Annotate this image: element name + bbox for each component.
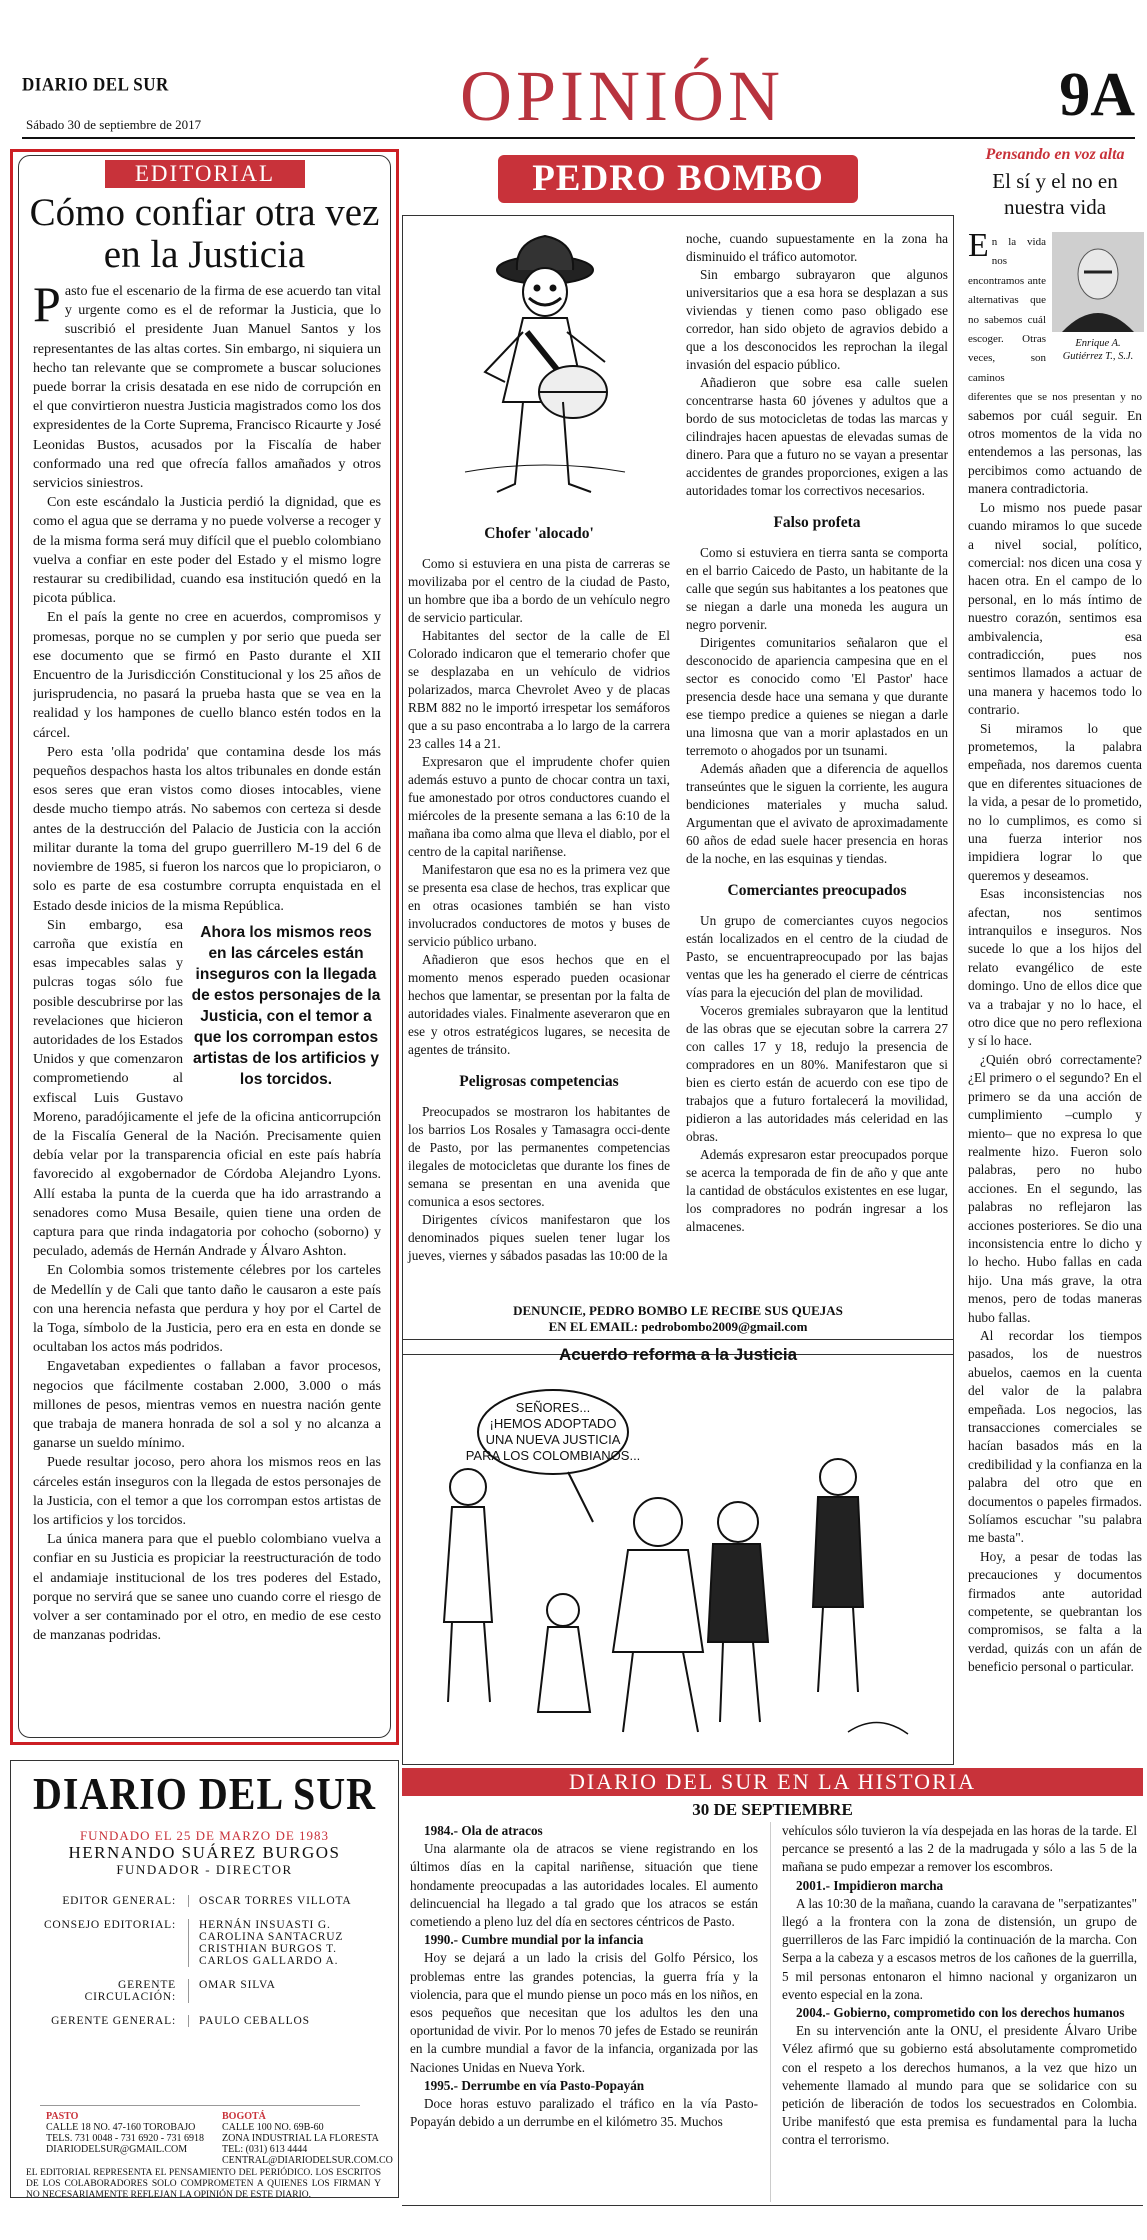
masthead-rule [40,2105,360,2106]
staff-name: OMAR SILVA [188,1979,276,2003]
phone-line: TEL: (031) 613 4444 [222,2144,308,2155]
historia-date: 30 DE SEPTIEMBRE [692,1800,853,1819]
pb-paragraph: Expresaron que el imprudente chofer quien además estuvo a punto de chocar contra un taxi, fue amonestado por otros conductores cuando el miércoles de la presente semana a las 6:10 de la mañana iba como alma que lleva el diablo, por el centro de la capital nariñense. [408,754,670,859]
staff-row [30,1919,380,1967]
pb-paragraph: Como si estuviera en tierra santa se comporta en el barrio Caicedo de Pasto, un habitante de la calle que según sus habitantes a los peatones que se niegan a darle una moneda les augura un negro porvenir. [686,545,948,632]
historia-paragraph: vehículos sólo tuvieron la vía despejada en las horas de la tarde. El percance se presentó a las 2 de la madrugada y sólo a las 5 de la mañana se pudo empezar a remover los escombros. [782,1823,1137,1875]
column-paragraph: Esas inconsistencias nos afectan, nos sentimos intranquilos e inseguros. Nos sucede lo que a los hijos del relato evangélico de este domingo. Uno de ellos dice que va a trabajar y no lo hace, el otro dice que no pero reflexiona y sí lo hace. [968,886,1142,1049]
masthead-logo: DIARIO DEL SUR [33,1767,376,1820]
historia-paragraph: Hoy se dejará a un lado la crisis del Golfo Pérsico, los problemas entre las grandes potencias, la guerra fría y la violencia, para que el mundo piense un poco más en los niños, en esos pequeños que necesitan que los adultos les den una oportunidad de vivir. Por lo menos 70 jefes de Estado se reunirán en la cumbre mundial a favor de la infancia, organizada por las Naciones Unidas en Nueva York. [410,1950,758,2075]
editorial-dropcap: P [33,282,61,332]
editorial-paragraph: Sin embargo, esa carroña que existía en esas impecables salas y pulcras togas sólo fue posible descubrirse por las revelaciones que hicieron autoridades de los Estados Unidos y que comenzaron comprometiendo al exfiscal Luis Gustavo Moreno, paradójicamente el jefe de la oficina anticorrupción de la Fiscalía General de la Nación. Precisamente quien debía velar por la transparencia oficial en este país habría favorecido al exgobernador de Córdoba Alejandro Lyons. Allí estaba la punta de la cuerda que ha ido arrastrando a senadores como Musa Besaile, quien tiene una orden de captura para que rinda indagatoria por cohocho (soborno) y peculado, además de Hernán Andrade y Álvaro Ashton. [33,916,381,1260]
pb-paragraph: Preocupados se mostraron los habitantes de los barrios Los Rosales y Tamasagra occi-dente de Pasto, por las permanentes competencias ilegales de motocicletas que durante los fines de semana se presentan en una avenida que comunica a esos sectores. [408,1104,670,1209]
pb-headline: Comerciantes preocupados [727,882,907,899]
editorial-paragraph: La única manera para que el pueblo colombiano vuelva a confiar en su Justicia es propiciar la reestructuración de todo el andamiaje institucional de los tres poderes del Estado, porque no servirá que se sanee uno cuando corre el riesgo de volver a ser contaminado por el otro, en medio de ese cesto de manzanas podridas. [33,1531,381,1644]
pb-paragraph: Como si estuviera en una pista de carreras se movilizaba por el centro de la ciudad de Pasto, un hombre que iba a bordo de un vehículo negro de servicio particular. [408,556,670,625]
staff-name: OSCAR TORRES VILLOTA [188,1895,351,1907]
pb-paragraph: Voceros gremiales subrayaron que la lentitud de las obras que se ejecutan sobre la carrera 27 con calles 17 y 18, redujo la presencia de compradores en un 80%. Manifestaron que si bien es cierto están de acuerdo con ese tipo de trabajos que a futuro fortalecerá la movilidad, pidieron a las autoridades más celeridad en las obras. [686,1003,948,1144]
editorial-paragraph: asto fue el escenario de la firma de ese acuerdo tan vital y urgente como es el de reformar la Justicia, que lo suscribió el presidente Juan Manuel Santos y los representantes de las altas cortes. Sin embargo, ni siquiera un hecho tan relevante que se compromete a buscar soluciones puede borrar la crisis desatada en ese nido de corrupción en el que convirtieron nuestra Justicia magistrados como los dos expresidentes de la Corte Suprema, Francisco Ricaurte y José Leonidas Bustos, acusados por la Fiscalía de haber conformado una red que ofrecía fallos amañados y otros servicios siniestros. [33,283,381,492]
historia-paragraph: A las 10:30 de la mañana, cuando la caravana de "serpatizantes" llegó a la frontera con la zona de distensión, un grupo de guerrilleros de las Farc impidió la continuación de la marcha. Con Serpa a la cabeza y a escasos metros de los cañones de la guerrilla, 5 mil personas entonaron el himno nacional y organizaron un evento especial en la zona. [782,1895,1137,2002]
historia-headline: 1995.- Derrumbe en vía Pasto-Popayán [424,2077,645,2093]
historia-paragraph: Doce horas estuvo paralizado el tráfico en la vía Pasto-Popayán debido a un derrumbe en el kilómetro 35. Muchos [410,2096,758,2130]
masthead-founded: FUNDADO EL 25 DE MARZO DE 1983 [79,1828,330,1843]
editorial-body [33,282,381,1732]
column-title: El sí y el no en nuestra vida [992,169,1118,219]
editorial-title: Cómo confiar otra vez en la Justicia [29,191,380,276]
pedro-bombo-column-1 [408,525,670,1265]
editorial-tag: EDITORIAL [105,160,305,188]
pb-paragraph: Añadieron que sobre esa calle suelen concentrarse hasta 60 jóvenes y adultos que a bordo de sus motocicletas de todas las marcas y cilindrajes hacen apuestas de elevadas sumas de dinero. Para que a futuro no se vayan a presentar accidentes de grandes proporciones, exigen a las autoridades tomar los correctivos necesarios. [686,375,948,498]
address-line: CALLE 18 NO. 47-160 TOROBAJO [46,2122,196,2133]
cartoon-title: Acuerdo reforma a la Justicia [558,1345,798,1364]
section-title: OPINIÓN [460,56,784,136]
historia-column-1 [410,1822,758,2131]
historia-headline: 1990.- Cumbre mundial por la infancia [424,1932,644,1948]
historia-headline: 1984.- Ola de atracos [424,1823,543,1838]
staff-role: GERENTE GENERAL: [51,2015,176,2027]
address-line: ZONA INDUSTRIAL LA FLORESTA [222,2133,379,2144]
pb-headline: Peligrosas competencias [459,1073,619,1090]
column-paragraph: ¿Quién obró correctamente? ¿El primero o el segundo? En el primero se da una acción de cumplimiento –cumplo y miento– que no expresa lo que realmente hizo. Fueron solo palabras, pero no hubo acciones. En el segundo, las palabras no reflejaron las acciones posteriores. Se dio una inconsistencia entre lo dicho y lo hecho. Hubo fallas en cada hijo. Una más grave, la otra menos, pero de todas maneras hubo fallas. [968,1051,1142,1325]
editorial-paragraph: Engavetaban expedientes o fallaban a favor procesos, negocios que fácilmente costaban 2.000, 3.000 o más millones de pesos, mientras vemos en nuestra nación gente que trabaja de manera honrada de sol a sol y no alcanza a ganarse un sueldo mínimo. [33,1358,381,1452]
editorial-paragraph: En Colombia somos tristemente célebres por los carteles de Medellín y de Cali que tanto daño le causaron a este país con una herencia nefasta que perdura y hoy por el Cartel de la Toga, símbolo de la Justicia, pero era en esta en donde se ocultaban los actos más podridos. [33,1262,381,1356]
staff-row [30,1895,380,1907]
masthead-founder: HERNANDO SUÁREZ BURGOS [68,1843,341,1862]
issue-date: Sábado 30 de septiembre de 2017 [26,117,202,132]
pb-paragraph: Añadieron que esos hechos que en el momento menos esperado pueden ocasionar hechos que lamentar, se presentan por la falta de autoridades viales. Finalmente aseveraron que en ese y otros estratégicos lugares, se necesita de agentes de tránsito. [408,952,670,1057]
pb-paragraph: Dirigentes cívicos manifestaron que los denominados piques suelen tener lugar los jueves, viernes y sábados pasadas las 10:00 de la [408,1212,670,1263]
author-photo [1052,232,1144,332]
pb-paragraph: Además expresaron estar preocupados porque se acerca la temporada de fin de año y que ante la cantidad de obstáculos existentes en ese lugar, los compradores no podrán ingresar a los almacenes. [686,1147,948,1234]
bubble-line-1: SEÑORES... [515,1400,591,1415]
pb-headline: Falso profeta [773,514,861,531]
pb-paragraph: Sin embargo subrayaron que algunos universitarios que a esa hora se desplazan a sus viviendas y tienen como paso obligado ese corredor, han sido objeto de agravios debido a que a los desconocidos les reprochan la ilegal invasión del espacio público. [686,267,948,372]
email-line[interactable]: DIARIODELSUR@GMAIL.COM [46,2144,188,2155]
historia-divider [770,1822,771,2202]
staff-row [30,2015,380,2027]
historia-paragraph: En su intervención ante la ONU, el presidente Álvaro Uribe Vélez afirmó que su gobierno está absolutamente comprometido con el respeto a los derechos humanos, a la vez que hizo un vehemente llamado al mundo para que se solidarice con su petición de liberación de todos los secuestrados en Colombia. Uribe manifestó que esta premisa es fundamental para la lucha contra el terrorismo. [782,2023,1137,2148]
city-bogota: BOGOTÁ [222,2111,266,2122]
editorial-paragraph: En el país la gente no cree en acuerdos, compromisos y promesas, porque no se cumplen y por serio que pueda ser ese documento que se firmó en Pasto durante el XII Encuentro de la Jurisdicción Constitucional y los 25 años de jurisprudencia, no pasará la prueba hasta que se vea en la realidad y los hampones de cuello blanco estén todos en la cárcel. [33,609,381,741]
staff-row [30,1979,380,2003]
historia-paragraph: Una alarmante ola de atracos se viene registrando en los últimos días en la capital nariñense, situación que tiene hondamente preocupadas a las autoridades locales. El aumento delincuencial ha llegado a tal grado que los atracos se están cometiendo a pleno luz del día en sectores céntricos de Pasto. [410,1841,758,1930]
author-name-1: Enrique A. [1075,338,1121,350]
historia-bottom-rule [402,2205,1143,2206]
editorial-paragraph: Con este escándalo la Justicia perdió la dignidad, que es como el agua que se derrama y no puede volverse a recoger y de la misma forma será muy difícil que el pueblo colombiano vuelva a confiar en este poder del Estado y el mismo logre restaurar su credibilidad, cuando esa institución quedó en la picota pública. [33,494,381,607]
column-paragraph: Si miramos lo que prometemos, la palabra empeñada, nos daremos cuenta que en diferentes situaciones de la vida, a pesar de lo prometido, no lo cumplimos, es como si una fuerza interior nos impidiera lograr lo que queremos y deseamos. [968,720,1142,883]
drummer-illustration [445,222,645,512]
historia-banner: DIARIO DEL SUR EN LA HISTORIA [402,1768,1143,1796]
column-paragraph: sabemos por cuál seguir. En otros momentos de la vida no entendemos a las personas, las percibimos como actuando de manera contradictoria. [968,407,1142,497]
staff-role: GERENTE CIRCULACIÓN: [84,1979,176,2003]
author-photo-block [1052,232,1144,364]
pb-contact-line-2[interactable]: EN EL EMAIL: pedrobombo2009@gmail.com [548,1319,808,1334]
editorial-pullquote: Ahora los mismos reos en las cárceles están inseguros con la llegada de estos personajes de la Justicia, con el temor a que los corrompan estos artistas de los artificios y los torcidos. [191,923,381,1088]
header-rule [22,137,1135,139]
column-dropcap: E [968,227,989,264]
author-name-2: Gutiérrez T., S.J. [1062,351,1134,363]
author-caption [1052,337,1144,363]
historia-headline: 2001.- Impidieron marcha [796,1877,944,1893]
masthead-disclaimer: EL EDITORIAL REPRESENTA EL PENSAMIENTO DEL PERIÓDICO. LOS ESCRITOS DE LOS COLABORADORES SOLO COMPROMETEN A QUIENES LOS FIRMAN Y NO NECESARIAMENTE REFLEJAN LA OPINIÓN DE ESTE DIARIO. [26,2168,381,2200]
pb-headline: Chofer 'alocado' [484,525,594,542]
editorial-paragraph: Pero esta 'olla podrida' que contamina desde los más pequeños despachos hasta los altos tribunales en donde están esos seres que eran vistos como dioses intocables, viene desde mucho tiempo atrás. No sabemos con certeza si desde antes de la destrucción del Palacio de Justicia con la acción militar durante la toma del grupo guerrillero M-19 del 6 de noviembre de 1985, si fueron los narcos que lo propiciaron, o solo es parte de esa costumbre corrupta enquistada en el Estado desde inicios de la misma República. [33,743,381,914]
email-line[interactable]: CENTRAL@DIARIODELSUR.COM.CO [222,2155,393,2166]
staff-list [30,1895,380,2039]
column-paragraph: n la vida nos encontramos ante alternativas que no sabemos cuál escoger. Otras veces, son caminos diferentes que se nos presentan y no [968,236,1142,404]
column-body [968,227,1142,1677]
address-bogota [222,2111,393,2166]
staff-role: EDITOR GENERAL: [62,1895,176,1907]
column-paragraph: Hoy, a pesar de todas las precauciones y documentos firmados ante autoridad competente, se quebrantan los compromisos, se falta a la verdad, quizás con un afán de beneficio personal o particular. [968,1548,1142,1675]
pb-paragraph: Manifestaron que esa no es la primera vez que se presenta esa clase de hechos, tras explicar que en otras ocasiones también se han visto involucrados conductores de motos y buses de servicio público urbano. [408,862,670,949]
address-pasto [46,2111,204,2155]
column-paragraph: Lo mismo nos puede pasar cuando miramos lo que sucede a nivel social, político, comercial: nos dicen una cosa y hacen otra. En el campo de lo personal, en lo más íntimo de nuestro corazón, sentimos esa ambivalencia, esa contradicción, pues nos sentimos llamados a actuar de una manera y hacemos todo lo contrario. [968,499,1142,718]
pedro-bombo-tag: PEDRO BOMBO [498,155,858,203]
staff-name: PAULO CEBALLOS [188,2015,310,2027]
pb-paragraph: Habitantes del sector de la calle de El Colorado indicaron que el temerario chofer que se desplazaba en un vehículo de vidrios polarizados, marca Chevrolet Aveo y de placas RBM 882 no le importó irrespetar los semáforos que a su paso encontraba a lo largo de la carrera 23 calles 14 a 21. [408,628,670,751]
phone-line: TELS. 731 0048 - 731 6920 - 731 6918 [46,2133,205,2144]
editorial-paragraph: Puede resultar jocoso, pero ahora los mismos reos en las cárceles están inseguros con la llegada de estos personajes de la Justicia, con el temor a que los corrompan estos artistas de los artificios y los torcidos. [33,1454,381,1528]
pb-paragraph: Un grupo de comerciantes cuyos negocios están localizados en el centro de la ciudad de Pasto, se encuentrapreocupado por las bajas ventas que les ha generado el cierre de céntricas vías para la ejecución del plan de movilidad. [686,913,948,1000]
column-kicker: Pensando en voz alta [985,146,1125,163]
staff-role: CONSEJO EDITORIAL: [43,1919,176,1931]
pb-paragraph: noche, cuando supuestamente en la zona ha disminuido el tráfico automotor. [686,231,948,264]
historia-headline: 2004.- Gobierno, comprometido con los derechos humanos [796,2005,1125,2021]
staff-name: HERNÁN INSUASTI G. CAROLINA SANTACRUZ CRISTHIAN BURGOS T. CARLOS GALLARDO A. [188,1919,343,1967]
column-paragraph: Al recordar los tiempos pasados, los de nuestros abuelos, caemos en la cuenta del valor de la palabra empeñada. Los negocios, las transacciones comerciales se hacían basados más en la credibilidad y la confianza en la palabra del otro que en documentos o papeles firmados. Solíamos escuchar "su palabra me basta". [968,1327,1142,1546]
bubble-line-2: ¡HEMOS ADOPTADO [489,1416,617,1431]
city-pasto: PASTO [46,2111,79,2122]
bubble-line-4: PARA LOS COLOMBIANOS... [465,1448,641,1463]
pb-paragraph: Además añaden que a diferencia de aquellos transeúntes que le siguen la corriente, les augura bendiciones materiales y mucha salud. Argumentan que el avivato de aproximadamente 60 años de edad suele hacer presencia en horas de la noche, en las esquinas y tiendas. [686,761,948,866]
cartoon-drawing [408,1372,948,1760]
masthead-founder-role: FUNDADOR - DIRECTOR [116,1862,293,1877]
pedro-bombo-column-2 [686,230,948,1236]
historia-column-2 [782,1822,1137,2150]
address-line: CALLE 100 NO. 69B-60 [222,2122,324,2133]
header-logo: DIARIO DEL SUR [22,74,169,95]
page-number: 9A [1059,61,1135,129]
pb-contact-line-1: DENUNCIE, PEDRO BOMBO LE RECIBE SUS QUEJAS [513,1303,843,1318]
pb-paragraph: Dirigentes comunitarios señalaron que el desconocido de apariencia campesina que en el sector es conocido como 'El Pastor' hace presencia desde hace una semana y que durante ese tiempo predice a quienes se niegan a darle una limosna que van a morir aplastados en un terremoto o ahogados por un tsunami. [686,635,948,758]
bubble-line-3: UNA NUEVA JUSTICIA [485,1432,621,1447]
